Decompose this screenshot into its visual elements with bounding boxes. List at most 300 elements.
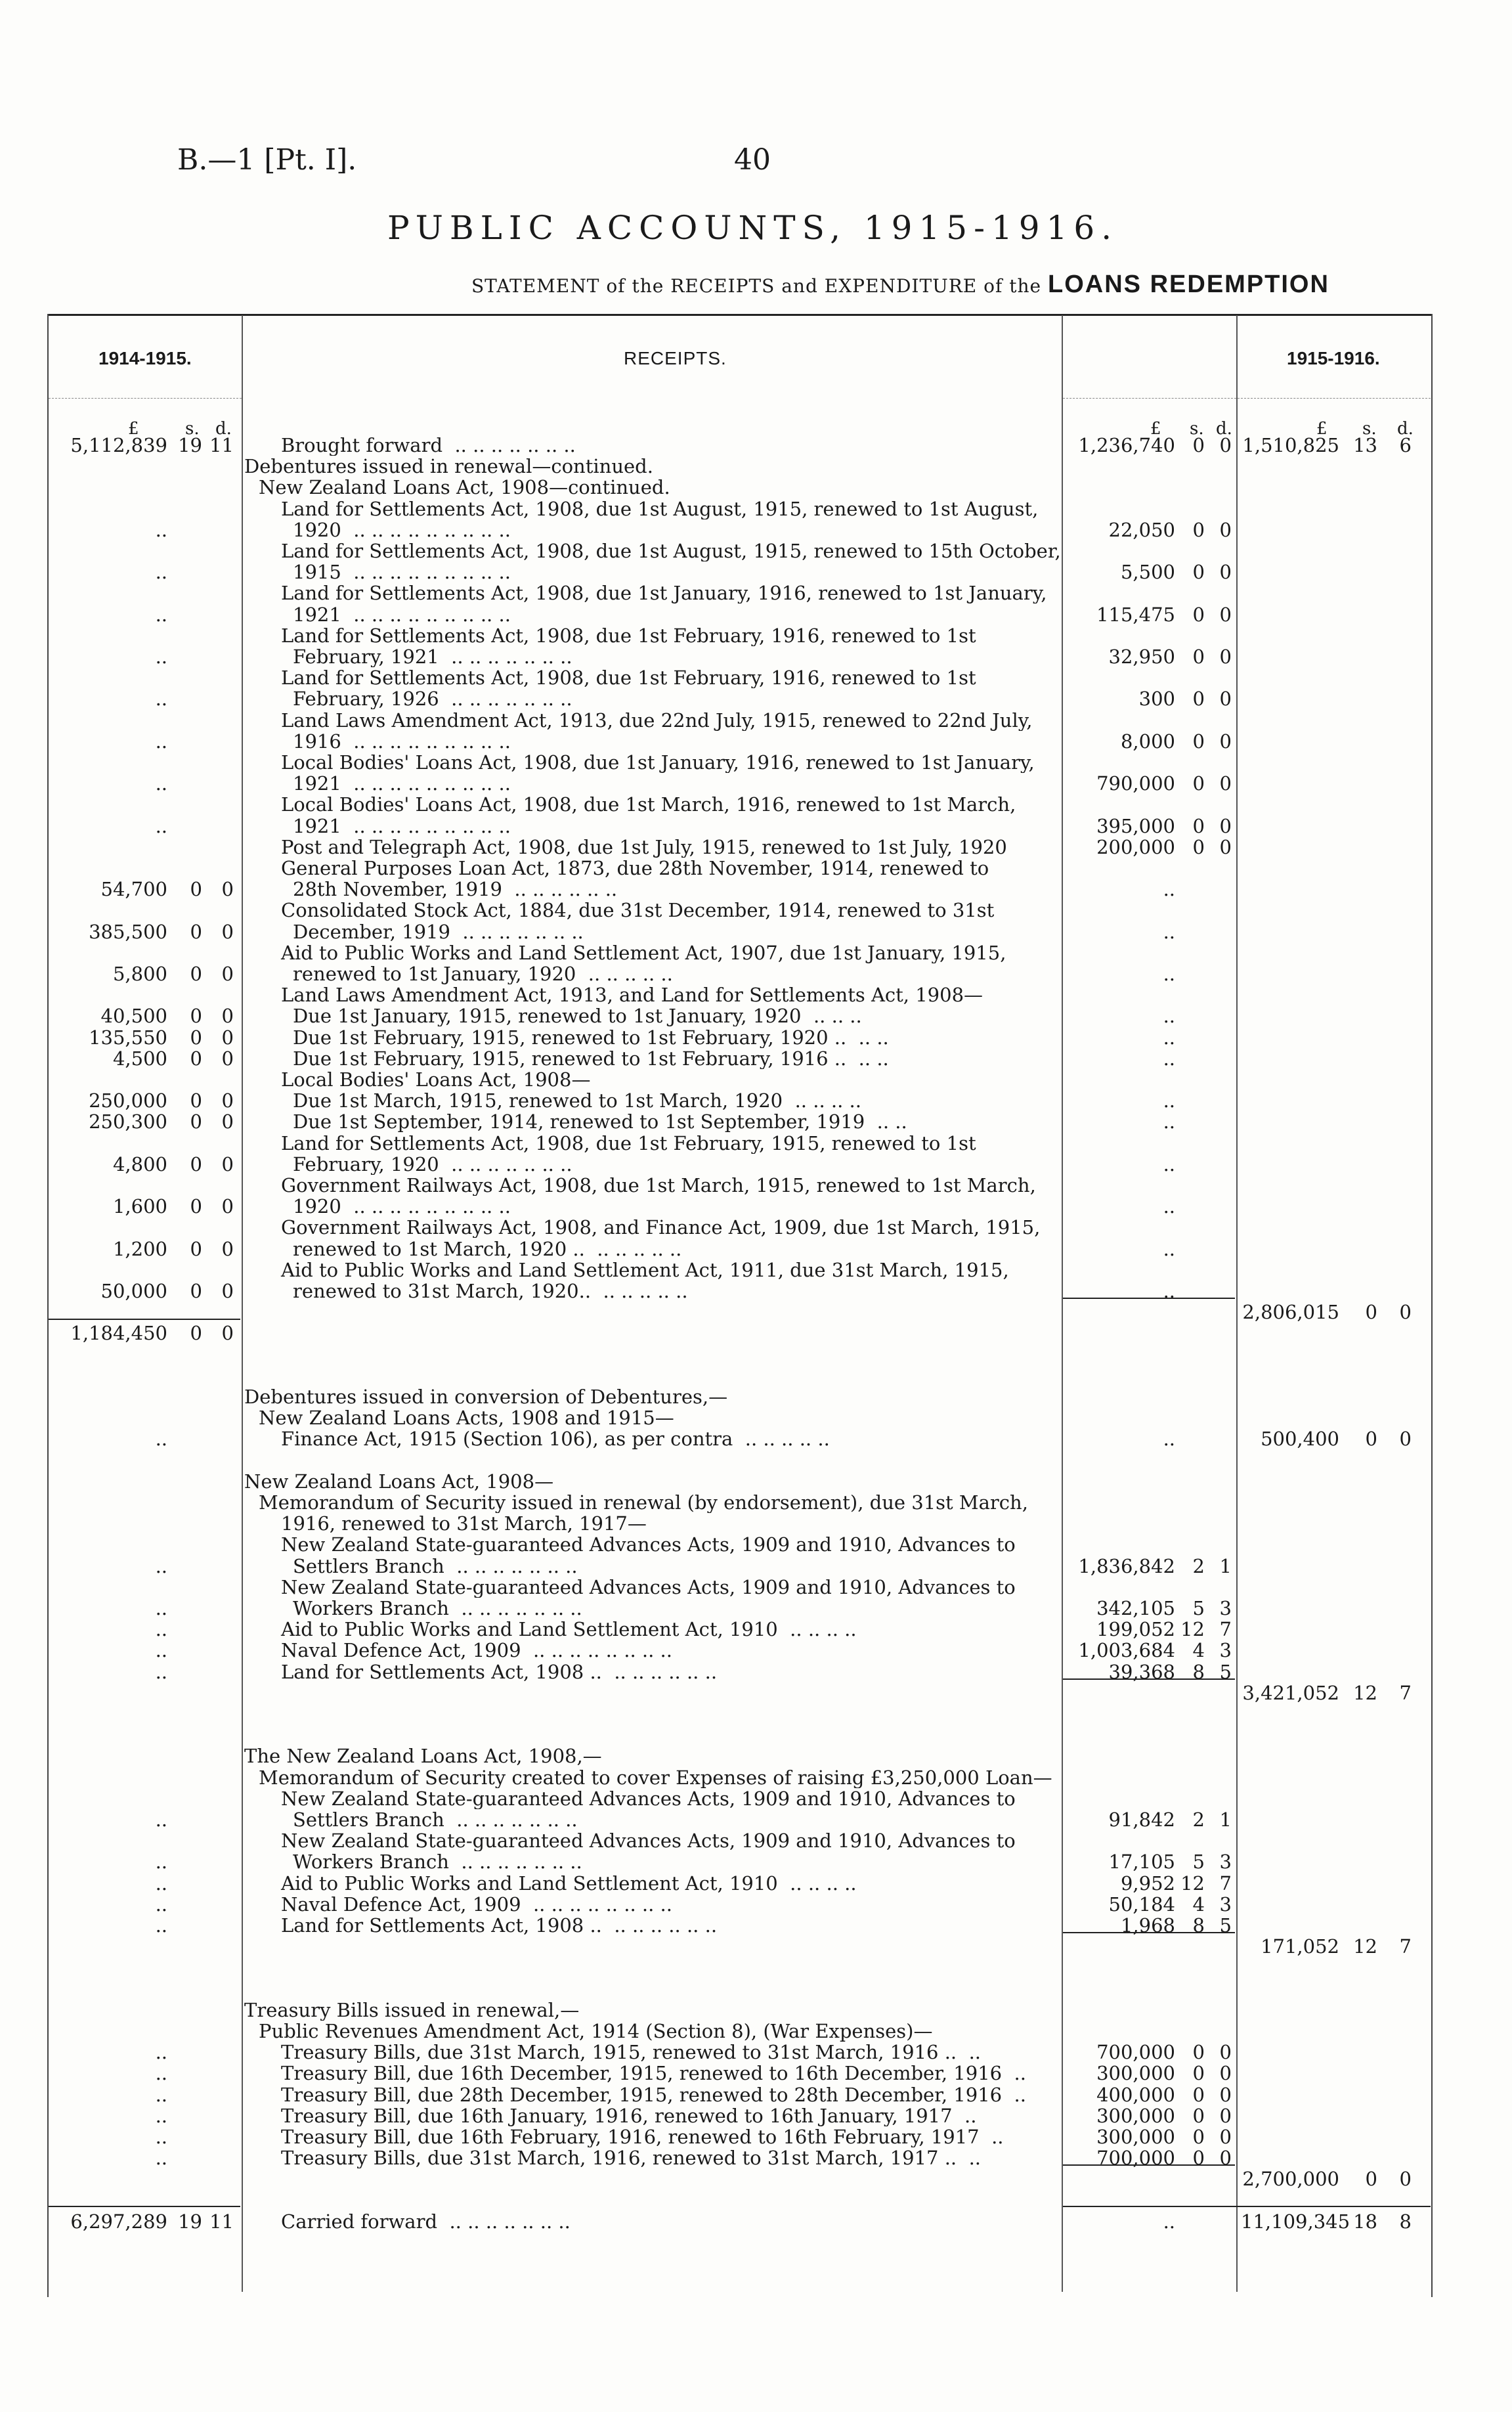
detail-amount-pounds: .. <box>1163 1428 1175 1451</box>
prev-amount-shillings: 19 <box>178 434 202 456</box>
header-rule-right <box>1063 398 1431 399</box>
subtotal-rule <box>1063 1932 1235 1933</box>
table-row <box>0 540 1512 561</box>
table-row <box>0 1640 1512 1661</box>
currency-pence-prev: d. <box>215 419 232 439</box>
row-description-text: General Purposes Loan Act, 1873, due 28th November, 1914, renewed to <box>281 858 989 879</box>
detail-amount-pounds: 300,000 <box>1096 2062 1175 2085</box>
prev-amount-pounds: .. <box>155 2147 167 2170</box>
row-description-text: New Zealand State-guaranteed Advances Acts, 1909 and 1910, Advances to <box>281 1534 1016 1556</box>
table-row <box>0 519 1512 540</box>
prev-amount-pounds: 4,800 <box>112 1152 167 1175</box>
detail-amount-pounds: 9,952 <box>1120 1872 1175 1895</box>
leader-dots: .. .. .. .. .. .. .. .. .. <box>341 1196 511 1217</box>
row-description <box>244 1894 1100 1915</box>
detail-amount-pence: 0 <box>1219 2147 1232 2170</box>
row-description-text: Due 1st September, 1914, renewed to 1st September, 1919 <box>293 1111 865 1133</box>
detail-amount-pounds: 50,184 <box>1108 1893 1175 1916</box>
row-description <box>244 900 1100 921</box>
leader-dots: .. .. .. .. .. .. .. .. .. <box>341 815 511 837</box>
leader-dots: .. <box>1002 2084 1026 2105</box>
row-description-text: Aid to Public Works and Land Settlement Act, 1907, due 1st January, 1915, <box>281 942 1006 963</box>
leader-dots: .. .. <box>865 1111 907 1133</box>
detail-amount-pence: 0 <box>1219 603 1232 626</box>
total-amount-pounds: 11,109,345 <box>1241 2210 1350 2233</box>
row-description <box>244 2105 1100 2126</box>
detail-amount-pence: 7 <box>1219 1872 1232 1895</box>
subtitle-fund-name: LOANS REDEMPTION <box>1048 271 1329 298</box>
detail-amount-shillings: 0 <box>1192 518 1205 541</box>
row-description-text: Aid to Public Works and Land Settlement Act, 1911, due 31st March, 1915, <box>281 1259 1009 1281</box>
row-description <box>244 1260 1100 1281</box>
table-row <box>0 1365 1512 1386</box>
total-amount-pounds: 171,052 <box>1261 1935 1339 1958</box>
row-description-text: Memorandum of Security created to cover Expenses of raising £3,250,000 Loan— <box>259 1766 1052 1788</box>
detail-amount-pounds: 400,000 <box>1096 2083 1175 2106</box>
row-description <box>244 1428 1100 1449</box>
prev-amount-pounds: .. <box>155 730 167 753</box>
leader-dots: .. .. .. .. .. .. .. .. .. <box>341 519 511 540</box>
prev-amount-pounds: 40,500 <box>100 1005 167 1028</box>
prev-amount-pounds: 1,600 <box>112 1195 167 1218</box>
row-description <box>244 879 1112 900</box>
table-row <box>0 773 1512 794</box>
table-row <box>0 1513 1512 1534</box>
row-description <box>244 1492 1078 1513</box>
table-row <box>0 435 1512 456</box>
prev-amount-pounds: .. <box>155 1809 167 1831</box>
table-row <box>0 582 1512 603</box>
table-row <box>0 1069 1512 1090</box>
row-description <box>244 2147 1100 2168</box>
prev-amount-pounds: 250,300 <box>89 1110 167 1133</box>
leader-dots: .. .. .. .. .. .. .. .. <box>521 1893 672 1915</box>
detail-amount-pence: 0 <box>1219 2062 1232 2085</box>
row-description-text: Settlers Branch <box>293 1555 444 1577</box>
row-description <box>244 1767 1078 1788</box>
detail-amount-shillings: 2 <box>1192 1809 1205 1831</box>
prev-amount-pounds: 385,500 <box>89 920 167 943</box>
detail-amount-pounds: 17,105 <box>1108 1851 1175 1874</box>
detail-amount-shillings: 0 <box>1192 2126 1205 2148</box>
prev-amount-pence: 11 <box>209 2210 234 2233</box>
detail-amount-pounds: .. <box>1163 878 1175 901</box>
row-description-text: The New Zealand Loans Act, 1908,— <box>244 1745 602 1767</box>
detail-amount-pounds: 1,236,740 <box>1078 434 1175 456</box>
detail-amount-pounds: .. <box>1163 963 1175 985</box>
prev-amount-pence: 0 <box>221 1026 234 1049</box>
table-row <box>0 1957 1512 1978</box>
prev-amount-pence: 0 <box>221 1110 234 1133</box>
row-description-text: Finance Act, 1915 (Section 106), as per contra <box>281 1428 733 1450</box>
row-description <box>244 667 1100 688</box>
row-description-text: 1921 <box>293 603 341 625</box>
table-row <box>0 731 1512 752</box>
column-header-receipts: RECEIPTS. <box>624 348 727 368</box>
leader-dots: .. .. .. .. .. .. .. <box>443 435 576 456</box>
prev-amount-pence: 11 <box>209 434 234 456</box>
prev-amount-pounds: .. <box>155 1428 167 1451</box>
table-row <box>0 1598 1512 1619</box>
leader-dots: .. <box>957 2147 982 2169</box>
row-description-text: New Zealand State-guaranteed Advances Acts, 1909 and 1910, Advances to <box>281 1576 1016 1598</box>
carried-forward-rule <box>1063 2206 1431 2207</box>
row-description-text: 1915 <box>293 561 341 583</box>
leader-dots: .. .. .. .. .. .. .. <box>444 1555 578 1577</box>
leader-dots: .. .. .. .. .. .. .. <box>439 1153 572 1175</box>
row-description-text: December, 1919 <box>293 921 450 942</box>
detail-amount-pence: 0 <box>1219 688 1232 711</box>
row-description <box>244 2211 1100 2232</box>
row-description <box>244 942 1100 963</box>
detail-amount-pounds: 22,050 <box>1108 518 1175 541</box>
prev-amount-shillings: 0 <box>190 1005 202 1028</box>
table-row <box>0 2042 1512 2063</box>
table-row <box>0 1745 1512 1766</box>
detail-amount-pence: 1 <box>1219 1554 1232 1577</box>
prev-amount-pounds: .. <box>155 2041 167 2064</box>
detail-amount-pounds: 700,000 <box>1096 2041 1175 2064</box>
table-row <box>0 2021 1512 2042</box>
row-description-text: Workers Branch <box>293 1598 449 1619</box>
row-description-text: Local Bodies' Loans Act, 1908— <box>281 1069 591 1090</box>
row-description-text: Land for Settlements Act, 1908, due 1st February, 1916, renewed to 1st <box>281 667 976 689</box>
row-description-text: Public Revenues Amendment Act, 1914 (Section 8), (War Expenses)— <box>259 2021 933 2042</box>
row-description-text: 1916, renewed to 31st March, 1917— <box>281 1513 647 1535</box>
table-row <box>0 477 1512 498</box>
row-description-text: Land for Settlements Act, 1908, due 1st August, 1915, renewed to 15th October, <box>281 540 1061 561</box>
row-description <box>244 456 1064 477</box>
table-row <box>0 1830 1512 1851</box>
row-description-text: Due 1st January, 1915, renewed to 1st January, 1920 <box>293 1005 802 1027</box>
row-description <box>244 1598 1112 1619</box>
detail-amount-pounds: 790,000 <box>1096 772 1175 795</box>
detail-amount-shillings: 8 <box>1192 1914 1205 1937</box>
row-description-text: 1920 <box>293 519 341 540</box>
prev-amount-pounds: .. <box>155 1660 167 1683</box>
prev-amount-shillings: 0 <box>190 963 202 985</box>
detail-amount-pounds: .. <box>1163 1026 1175 1049</box>
table-row <box>0 2168 1512 2189</box>
row-description <box>244 710 1100 731</box>
leader-dots: .. .. .. .. .. .. .. <box>448 1598 582 1619</box>
prev-amount-pounds: 5,800 <box>112 963 167 985</box>
row-description <box>244 540 1100 561</box>
prev-amount-pence: 0 <box>221 1237 234 1260</box>
prev-amount-pounds: .. <box>155 2104 167 2127</box>
table-row <box>0 1894 1512 1915</box>
detail-amount-pounds: 300,000 <box>1096 2104 1175 2127</box>
row-description-text: Government Railways Act, 1908, and Finance Act, 1909, due 1st March, 1915, <box>281 1217 1041 1239</box>
table-row <box>0 1281 1512 1302</box>
detail-amount-pence: 0 <box>1219 2126 1232 2148</box>
detail-amount-shillings: 0 <box>1192 814 1205 837</box>
detail-amount-shillings: 0 <box>1192 646 1205 668</box>
prev-amount-pounds: .. <box>155 1872 167 1895</box>
detail-amount-pence: 7 <box>1219 1618 1232 1641</box>
total-amount-shillings: 12 <box>1353 1935 1377 1958</box>
row-description <box>244 1133 1100 1154</box>
table-row <box>0 1450 1512 1471</box>
detail-amount-shillings: 0 <box>1192 772 1205 795</box>
table-row <box>0 1428 1512 1449</box>
table-row <box>0 2105 1512 2126</box>
table-row <box>0 1724 1512 1745</box>
prev-amount-shillings: 0 <box>190 1026 202 1049</box>
detail-amount-shillings: 2 <box>1192 1554 1205 1577</box>
detail-amount-shillings: 0 <box>1192 730 1205 753</box>
row-description <box>244 1239 1112 1260</box>
prev-amount-pounds: 5,112,839 <box>70 434 167 456</box>
row-description <box>244 984 1100 1005</box>
total-amount-pounds: 1,510,825 <box>1242 434 1339 456</box>
row-description <box>244 1069 1100 1090</box>
prev-amount-pounds: .. <box>155 688 167 711</box>
row-description-text: renewed to 1st March, 1920 .. <box>293 1238 585 1260</box>
prev-amount-pounds: 135,550 <box>89 1026 167 1049</box>
table-row <box>0 1619 1512 1640</box>
row-description <box>244 2000 1064 2021</box>
detail-amount-pounds: .. <box>1163 1047 1175 1070</box>
statement-subtitle <box>471 271 1329 299</box>
table-row <box>0 984 1512 1005</box>
prev-amount-pence: 0 <box>221 1005 234 1028</box>
row-description-text: Treasury Bill, due 16th February, 1916, renewed to 16th February, 1917 <box>281 2126 980 2147</box>
row-description-text: Land for Settlements Act, 1908, due 1st August, 1915, renewed to 1st August, <box>281 498 1039 519</box>
detail-amount-shillings: 12 <box>1180 1872 1205 1895</box>
detail-amount-shillings: 0 <box>1192 561 1205 584</box>
prev-amount-pounds: .. <box>155 603 167 626</box>
detail-amount-pounds: 32,950 <box>1108 646 1175 668</box>
detail-amount-pence: 0 <box>1219 2083 1232 2106</box>
leader-dots: .. .. .. .. .. .. .. .. .. <box>341 730 511 752</box>
prev-amount-shillings: 0 <box>190 1110 202 1133</box>
leader-dots: .. .. .. .. .. .. .. .. .. <box>341 773 511 795</box>
total-amount-pounds: 2,700,000 <box>1242 2168 1339 2191</box>
detail-amount-shillings: 4 <box>1192 1639 1205 1662</box>
page-title: PUBLIC ACCOUNTS, 1915-1916. <box>387 209 1119 247</box>
row-description <box>244 2084 1100 2105</box>
table-row <box>0 794 1512 815</box>
table-row <box>0 604 1512 625</box>
leader-dots: .. .. .. .. .. .. .. .. .. <box>341 603 511 625</box>
table-row <box>0 1703 1512 1724</box>
row-description <box>244 1619 1100 1640</box>
row-description <box>244 1915 1100 1936</box>
row-description <box>244 688 1112 709</box>
table-row <box>0 710 1512 731</box>
table-row <box>0 921 1512 942</box>
leader-dots: .. .. .. .. .. .. .. <box>439 688 572 710</box>
detail-amount-pence: 0 <box>1219 2104 1232 2127</box>
prev-amount-pounds: .. <box>155 2083 167 2106</box>
row-description <box>244 1386 1064 1407</box>
detail-amount-pounds: 8,000 <box>1120 730 1175 753</box>
prev-amount-pounds: .. <box>155 1893 167 1916</box>
detail-amount-pounds: .. <box>1163 1005 1175 1028</box>
detail-amount-pence: 5 <box>1219 1914 1232 1937</box>
prev-amount-pounds: .. <box>155 1618 167 1641</box>
row-description <box>244 1407 1078 1428</box>
row-description <box>244 1027 1112 1048</box>
table-row <box>0 1851 1512 1872</box>
detail-amount-pence: 3 <box>1219 1639 1232 1662</box>
currency-shillings-total: s. <box>1362 419 1377 439</box>
row-description <box>244 582 1100 603</box>
table-row <box>0 963 1512 984</box>
detail-amount-pounds: 300 <box>1138 688 1175 711</box>
detail-amount-shillings: 0 <box>1192 835 1205 858</box>
row-description-text: Land Laws Amendment Act, 1913, and Land for Settlements Act, 1908— <box>281 984 983 1006</box>
table-row <box>0 858 1512 879</box>
row-description-text: Debentures issued in renewal—continued. <box>244 456 653 477</box>
currency-pound-detail: £ <box>1150 419 1161 439</box>
row-description <box>244 2063 1100 2084</box>
row-description-text: Consolidated Stock Act, 1884, due 31st December, 1914, renewed to 31st <box>281 900 995 921</box>
prev-amount-pounds: .. <box>155 814 167 837</box>
row-description <box>244 2021 1078 2042</box>
row-description-text: Post and Telegraph Act, 1908, due 1st July, 1915, renewed to 1st July, 1920 <box>281 836 1007 858</box>
leader-dots: .. .. .. .. <box>783 1090 861 1112</box>
table-row <box>0 456 1512 477</box>
document-reference: B.—1 [Pt. I]. <box>177 143 357 177</box>
row-description-text: Land for Settlements Act, 1908, due 1st February, 1915, renewed to 1st <box>281 1132 976 1154</box>
prev-amount-shillings: 0 <box>190 878 202 901</box>
row-description <box>244 1048 1112 1069</box>
row-description <box>244 837 1100 858</box>
table-row <box>0 1556 1512 1577</box>
prev-amount-shillings: 19 <box>178 2210 202 2233</box>
table-row <box>0 1788 1512 1809</box>
table-row <box>0 1492 1512 1513</box>
prev-amount-pounds: .. <box>155 1554 167 1577</box>
row-description <box>244 1851 1112 1872</box>
table-row <box>0 625 1512 646</box>
table-row <box>0 1407 1512 1428</box>
prev-amount-pounds: .. <box>155 561 167 584</box>
detail-amount-pounds: 395,000 <box>1096 814 1175 837</box>
leader-dots: .. .. .. .. .. .. .. <box>437 2210 571 2232</box>
leader-dots: .. .. .. .. .. <box>584 1238 682 1260</box>
detail-amount-pounds: .. <box>1163 1237 1175 1260</box>
prev-amount-pounds: .. <box>155 1639 167 1662</box>
row-description <box>244 1175 1100 1196</box>
detail-amount-pence: 3 <box>1219 1893 1232 1916</box>
total-amount-pence: 6 <box>1399 434 1412 456</box>
row-description-text: Naval Defence Act, 1909 <box>281 1640 521 1661</box>
detail-amount-pence: 3 <box>1219 1851 1232 1874</box>
table-row <box>0 1661 1512 1682</box>
row-description-text: Treasury Bills, due 31st March, 1915, renewed to 31st March, 1916 .. <box>281 2042 957 2063</box>
table-row <box>0 498 1512 519</box>
currency-pound-prev: £ <box>128 419 139 439</box>
row-description <box>244 1090 1112 1111</box>
currency-shillings-prev: s. <box>185 419 200 439</box>
leader-dots: .. .. .. .. <box>777 1872 857 1894</box>
subtitle-text: STATEMENT of the RECEIPTS and EXPENDITURE of the <box>471 275 1042 297</box>
detail-amount-pence: 0 <box>1219 2041 1232 2064</box>
table-row <box>0 1005 1512 1026</box>
row-description <box>244 1745 1064 1766</box>
row-description-text: Local Bodies' Loans Act, 1908, due 1st March, 1916, renewed to 1st March, <box>281 794 1016 816</box>
detail-amount-shillings: 0 <box>1192 2083 1205 2106</box>
leader-dots: .. .. .. .. .. .. .. .. .. <box>341 561 511 583</box>
total-amount-pence: 0 <box>1399 1428 1412 1451</box>
prev-amount-shillings: 0 <box>190 1047 202 1070</box>
detail-amount-shillings: 0 <box>1192 2147 1205 2170</box>
detail-amount-pounds: 1,968 <box>1120 1914 1175 1937</box>
prev-amount-shillings: 0 <box>190 1237 202 1260</box>
table-row <box>0 1386 1512 1407</box>
row-description-text: 1921 <box>293 815 341 837</box>
total-amount-pence: 0 <box>1399 2168 1412 2191</box>
leader-dots: .. <box>1002 2063 1026 2084</box>
detail-amount-pounds: 115,475 <box>1096 603 1175 626</box>
column-header-1914-1915: 1914-1915. <box>98 348 192 368</box>
row-description <box>244 752 1100 773</box>
row-description-text: Land for Settlements Act, 1908 .. <box>281 1915 602 1936</box>
table-row <box>0 1682 1512 1703</box>
total-amount-shillings: 0 <box>1365 2168 1377 2191</box>
row-description-text: New Zealand Loans Acts, 1908 and 1915— <box>259 1407 674 1429</box>
row-description <box>244 794 1100 815</box>
row-description-text: February, 1920 <box>293 1153 439 1175</box>
row-description-text: renewed to 31st March, 1920.. <box>293 1281 592 1302</box>
total-amount-shillings: 0 <box>1365 1428 1377 1451</box>
row-description-text: 1921 <box>293 773 341 795</box>
row-description <box>244 498 1100 519</box>
table-row <box>0 1979 1512 2000</box>
detail-amount-pounds: 91,842 <box>1108 1809 1175 1831</box>
leader-dots: .. .. .. <box>801 1005 862 1027</box>
row-description-text: New Zealand Loans Act, 1908—continued. <box>259 477 670 498</box>
row-description <box>244 1281 1112 1302</box>
prev-amount-pence: 0 <box>221 1322 234 1345</box>
prev-amount-shillings: 0 <box>190 1280 202 1302</box>
table-row <box>0 1873 1512 1894</box>
detail-amount-pounds: .. <box>1163 1110 1175 1133</box>
table-row <box>0 1196 1512 1217</box>
total-amount-pounds: 3,421,052 <box>1242 1681 1339 1704</box>
detail-amount-pence: 0 <box>1219 518 1232 541</box>
table-row <box>0 1767 1512 1788</box>
row-description-text: Treasury Bills, due 31st March, 1916, renewed to 31st March, 1917 .. <box>281 2147 957 2169</box>
row-description <box>244 1196 1112 1217</box>
prev-amount-shillings: 0 <box>190 1152 202 1175</box>
table-row <box>0 561 1512 582</box>
leader-dots: .. .. .. .. .. <box>591 1281 688 1302</box>
table-row <box>0 2126 1512 2147</box>
detail-amount-pounds: 5,500 <box>1120 561 1175 584</box>
detail-amount-pence: 5 <box>1219 1660 1232 1683</box>
prev-amount-shillings: 0 <box>190 1322 202 1345</box>
row-description <box>244 1873 1100 1894</box>
table-row <box>0 688 1512 709</box>
table-row <box>0 942 1512 963</box>
row-description-text: New Zealand State-guaranteed Advances Acts, 1909 and 1910, Advances to <box>281 1787 1016 1809</box>
page-number: 40 <box>734 143 771 177</box>
prev-amount-pounds: .. <box>155 1851 167 1874</box>
prev-amount-shillings: 0 <box>190 1195 202 1218</box>
row-description <box>244 773 1112 794</box>
subtotal-rule <box>1063 2164 1235 2166</box>
detail-amount-pence: 0 <box>1219 772 1232 795</box>
detail-amount-pence: 0 <box>1219 835 1232 858</box>
detail-amount-pence: 3 <box>1219 1597 1232 1619</box>
leader-dots: .. .. .. .. .. .. <box>601 1915 718 1936</box>
row-description-text: 28th November, 1919 <box>293 879 502 900</box>
row-description-text: Treasury Bills issued in renewal,— <box>244 1999 580 2021</box>
